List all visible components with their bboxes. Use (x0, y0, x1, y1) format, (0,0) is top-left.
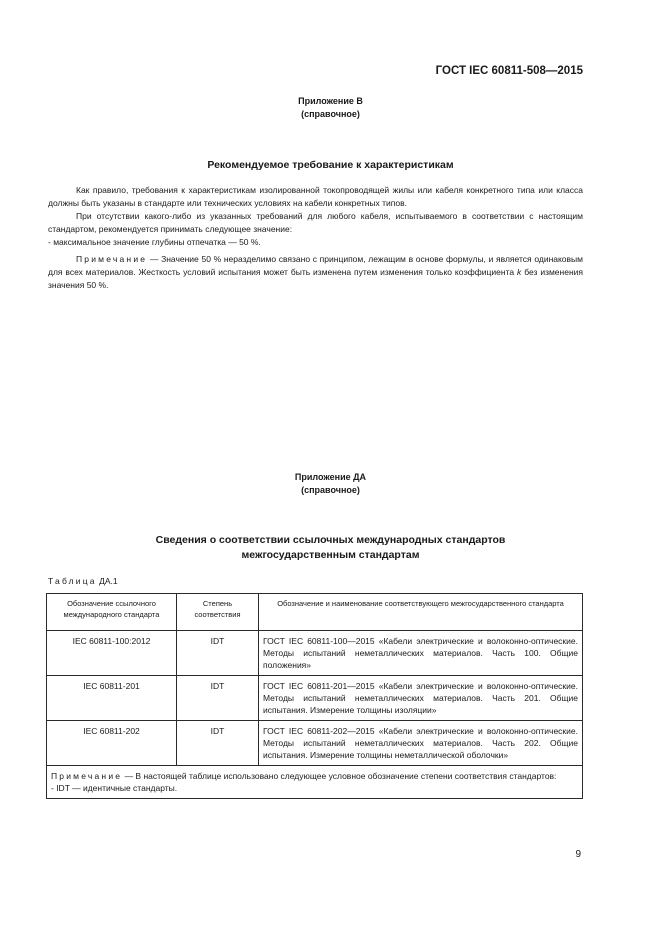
table-row (47, 721, 583, 766)
note-variable: k (517, 267, 522, 277)
table-note-body: — В настоящей таблице использовано следующее условное обозначение степени соответствия стандартов: (122, 771, 557, 781)
annex-b-heading: Рекомендуемое требование к характеристикам (207, 159, 454, 171)
cell-ref: IEC 60811-201 (47, 676, 177, 721)
table-row (47, 631, 583, 676)
table-caption-number: ДА.1 (96, 576, 118, 586)
table-note-label: Примечание (51, 771, 123, 781)
annex-b-paragraph-2: При отсутствии какого-либо из указанных требований для любого кабеля, испытываемого в соответствии с настоящим стандартом, рекомендуется принимать следующее значение: (48, 211, 583, 234)
cell-ref: IEC 60811-202 (47, 721, 177, 766)
table-row (47, 676, 583, 721)
page-number: 9 (575, 849, 581, 860)
annex-b-status: (справочное) (301, 109, 360, 119)
annex-b-note (48, 253, 583, 292)
annex-da-heading-line-1: Сведения о соответствии ссылочных международных стандартов (155, 534, 506, 546)
cell-description: ГОСТ IEC 60811-100—2015 «Кабели электрические и волоконно-оптические. Методы испытаний неметаллических материалов. Часть 100. Общие положения» (259, 631, 583, 676)
cell-degree: IDT (177, 676, 259, 721)
cell-description: ГОСТ IEC 60811-201—2015 «Кабели электрические и волоконно-оптические. Методы испытаний неметаллических материалов. Часть 201. Общие испытания. Измерение толщины изоляции» (259, 676, 583, 721)
annex-da-heading-line-2: межгосударственным стандартам (241, 549, 420, 561)
table-note-item: - IDT — идентичные стандарты. (51, 783, 178, 793)
header-ref-standard: Обозначение ссылочного международного стандарта (47, 594, 177, 631)
table-note-row (47, 766, 583, 799)
table-caption-label: Таблица (48, 576, 97, 586)
note-text-a: — Значение 50 % неразделимо связано с принципом, лежащим в основе формулы, и является одинаковым для всех материалов. Жесткость условий испытания может быть изменена путем изменения только коэффициента (48, 254, 583, 277)
annex-b-title: Приложение В (298, 96, 363, 106)
table-note (47, 766, 583, 799)
annex-b-paragraph-1: Как правило, требования к характеристикам изолированной токопроводящей жилы или кабеля конкретного типа или класса должны быть указаны в стандарте или технических условиях на кабели конкретных типов. (48, 185, 583, 208)
cell-degree: IDT (177, 631, 259, 676)
note-label: Примечание (76, 254, 148, 264)
note-text-b: без изменения значения 50 %. (48, 267, 583, 290)
header-degree: Степень соответствия (177, 594, 259, 631)
header-interstate-standard: Обозначение и наименование соответствующего межгосударственного стандарта (259, 594, 583, 631)
annex-da-status: (справочное) (301, 485, 360, 495)
table-header-row (47, 594, 583, 631)
cell-degree: IDT (177, 721, 259, 766)
table-caption (48, 576, 118, 586)
cell-description: ГОСТ IEC 60811-202—2015 «Кабели электрические и волоконно-оптические. Методы испытаний неметаллических материалов. Часть 202. Общие испытания. Измерение толщины неметаллической оболочки» (259, 721, 583, 766)
table-note-text (51, 770, 578, 782)
standard-code: ГОСТ IEC 60811-508—2015 (435, 65, 583, 77)
annex-da-title: Приложение ДА (294, 472, 367, 482)
annex-b-list-item: - максимальное значение глубины отпечатка — 50 %. (48, 237, 261, 247)
cell-ref: IEC 60811-100:2012 (47, 631, 177, 676)
correspondence-table (46, 593, 583, 799)
